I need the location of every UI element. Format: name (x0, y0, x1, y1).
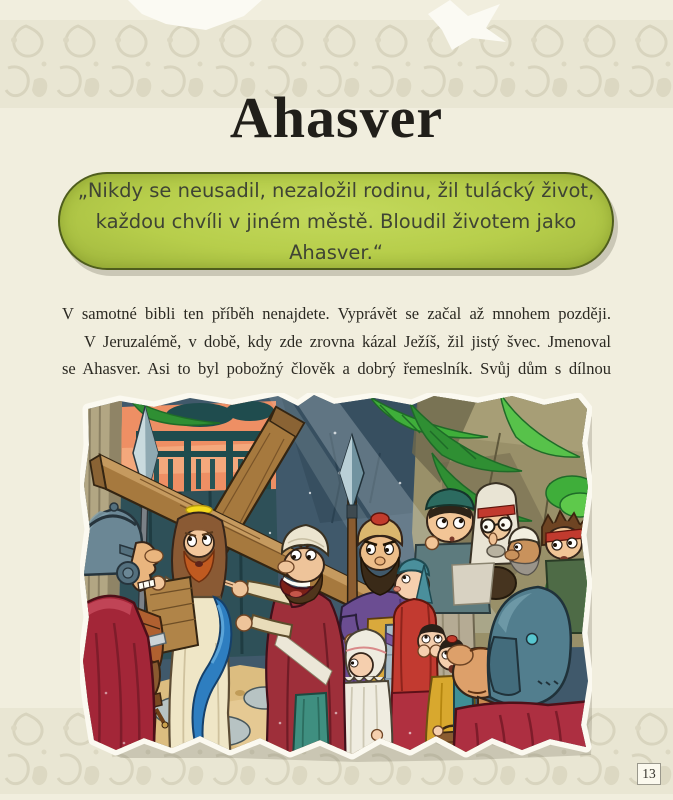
body-text (62, 300, 611, 383)
illustration-jesus-carrying-cross (80, 393, 592, 780)
quote-bubble (58, 172, 614, 270)
page-number: 13 (637, 763, 661, 785)
torn-page-edge (0, 0, 673, 54)
tear-shape (128, 0, 262, 30)
quote-line: „Nikdy se neusadil, nezaložil rodinu, žil tulácký život, (77, 178, 595, 202)
quote-line: každou chvíli v jiném městě. Bloudil životem jako Ahasver.“ (95, 209, 577, 264)
tear-shape (428, 0, 506, 50)
page-title: Ahasver (229, 85, 444, 150)
paragraph-line: V Jeruzalémě, v době, kdy zde zrovna kázal Ježíš, žil jistý švec. Jmenoval (84, 331, 611, 351)
paragraph-line: V samotné bibli ten příběh nenajdete. Vyprávět se začal až mnohem později. (62, 304, 611, 323)
paragraph-line: se Ahasver. Asi to byl pobožný člověk a dobrý řemeslník. Svůj dům s dílnou (62, 359, 611, 379)
